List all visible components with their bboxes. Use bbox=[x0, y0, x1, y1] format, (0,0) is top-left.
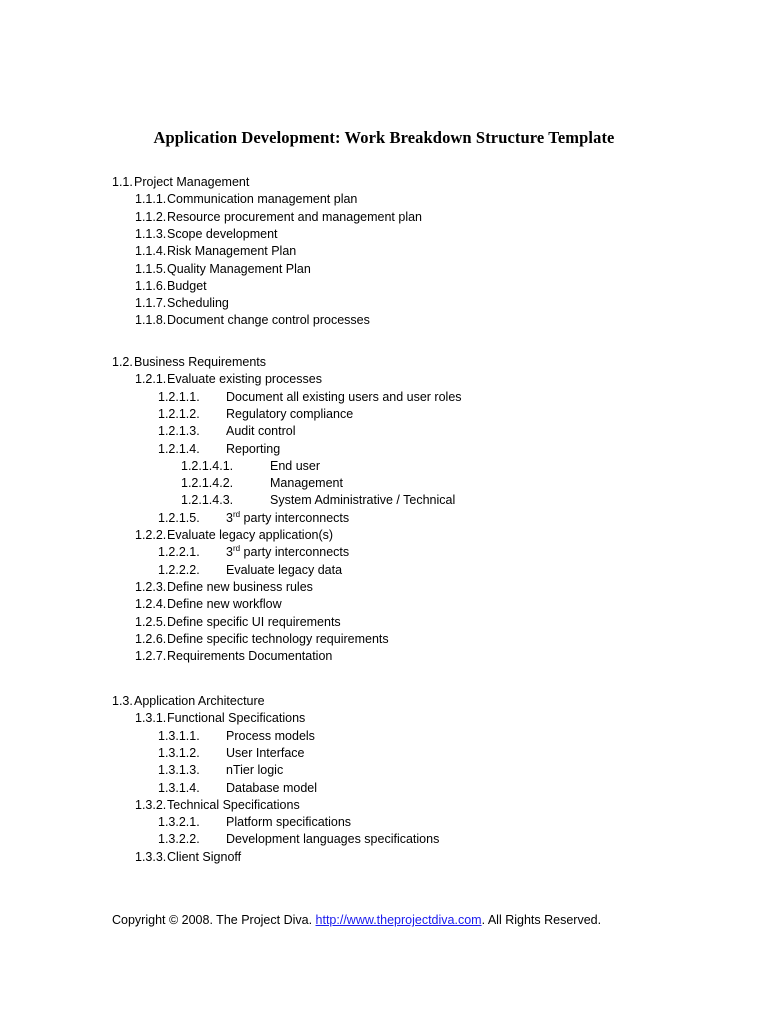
item-label: End user bbox=[270, 458, 321, 473]
item-number: 1.2.4. bbox=[135, 597, 167, 612]
item-label bbox=[226, 510, 349, 527]
item-label: Technical Specifications bbox=[167, 797, 300, 812]
item-number: 1.3.3. bbox=[135, 849, 167, 864]
item-label: Functional Specifications bbox=[167, 711, 306, 726]
item-number: 1.2.1.4.3. bbox=[181, 493, 234, 508]
item-number: 1.2.2. bbox=[135, 528, 167, 542]
item-label: Client Signoff bbox=[167, 849, 242, 864]
item-label: Audit control bbox=[226, 424, 296, 439]
item-number: 1.1.2. bbox=[135, 209, 167, 224]
item-number: 1.2.1.3. bbox=[158, 424, 200, 439]
item-number: 1.3.1.1. bbox=[158, 728, 200, 743]
item-number: 1.3.1.4. bbox=[158, 780, 200, 795]
item-label: Define new business rules bbox=[167, 579, 313, 594]
item-label: Regulatory compliance bbox=[226, 406, 354, 421]
item-number: 1.2.1.5. bbox=[158, 510, 200, 525]
ordinal-suffix: rd bbox=[232, 509, 241, 519]
item-label bbox=[226, 544, 349, 561]
item-number: 1.2.1.2. bbox=[158, 406, 200, 421]
item-number: 1.2.1.4.2. bbox=[181, 476, 234, 491]
item-number: 1.2.1.1. bbox=[158, 389, 200, 404]
item-number: 1.1.3. bbox=[135, 226, 167, 241]
item-label: Communication management plan bbox=[167, 192, 358, 207]
item-number: 1.3.2.1. bbox=[158, 815, 200, 830]
item-number: 1.2.7. bbox=[135, 649, 167, 664]
item-label: Document all existing users and user roles bbox=[226, 389, 462, 404]
item-label: Evaluate existing processes bbox=[167, 372, 322, 387]
item-number: 1.3.1.3. bbox=[158, 763, 200, 778]
item-label: Resource procurement and management plan bbox=[167, 209, 423, 224]
item-label: System Administrative / Technical bbox=[270, 493, 456, 508]
item-label: Project Management bbox=[134, 175, 250, 189]
item-label: Budget bbox=[167, 278, 207, 293]
item-label: Scope development bbox=[167, 226, 278, 241]
item-label: Document change control processes bbox=[167, 313, 370, 328]
item-label: Define specific technology requirements bbox=[167, 631, 389, 646]
item-label: Database model bbox=[226, 780, 318, 795]
item-label: Evaluate legacy application(s) bbox=[167, 528, 334, 542]
ordinal-number: 3 bbox=[226, 510, 233, 525]
item-label: Platform specifications bbox=[226, 815, 352, 830]
item-label: Reporting bbox=[226, 441, 281, 456]
footer-link[interactable]: http://www.theprojectdiva.com bbox=[315, 913, 482, 927]
item-label: Process models bbox=[226, 728, 315, 743]
item-number: 1.1.4. bbox=[135, 244, 167, 259]
ordinal-suffix: rd bbox=[232, 544, 241, 554]
item-number: 1.1.5. bbox=[135, 261, 167, 276]
footer-prefix: Copyright © 2008. The Project Diva. bbox=[112, 913, 316, 927]
label-rest: party interconnects bbox=[240, 510, 350, 525]
item-number: 1.2.6. bbox=[135, 631, 167, 646]
item-label: Development languages specifications bbox=[226, 832, 440, 847]
item-label: Application Architecture bbox=[134, 694, 265, 708]
item-number: 1.2.2.1. bbox=[158, 545, 200, 560]
item-number: 1.1. bbox=[112, 175, 133, 189]
item-label: Evaluate legacy data bbox=[226, 562, 343, 577]
footer-suffix: . All Rights Reserved. bbox=[481, 913, 602, 927]
item-number: 1.2.3. bbox=[135, 579, 167, 594]
copyright-footer bbox=[112, 913, 601, 927]
item-number: 1.2.1.4. bbox=[158, 441, 200, 456]
item-number: 1.3.2.2. bbox=[158, 832, 200, 847]
item-number: 1.2. bbox=[112, 355, 133, 369]
item-number: 1.2.2.2. bbox=[158, 562, 200, 577]
item-label: Management bbox=[270, 476, 343, 491]
item-number: 1.3.2. bbox=[135, 797, 167, 812]
item-number: 1.1.7. bbox=[135, 296, 167, 311]
item-label: Scheduling bbox=[167, 296, 229, 311]
item-label: Business Requirements bbox=[134, 355, 267, 369]
item-number: 1.1.8. bbox=[135, 313, 167, 328]
item-label: Define new workflow bbox=[167, 597, 282, 612]
item-number: 1.2.1. bbox=[135, 372, 167, 387]
document-title: Application Development: Work Breakdown Structure Template bbox=[153, 128, 615, 147]
item-label: User Interface bbox=[226, 745, 305, 760]
item-label: Risk Management Plan bbox=[167, 244, 297, 259]
item-number: 1.3.1.2. bbox=[158, 745, 200, 760]
item-label: Requirements Documentation bbox=[167, 649, 333, 664]
ordinal-number: 3 bbox=[226, 545, 233, 560]
item-number: 1.3.1. bbox=[135, 711, 167, 726]
item-number: 1.3. bbox=[112, 694, 133, 708]
item-label: nTier logic bbox=[226, 763, 284, 778]
label-rest: party interconnects bbox=[240, 545, 350, 560]
item-number: 1.1.6. bbox=[135, 278, 167, 293]
item-number: 1.2.1.4.1. bbox=[181, 458, 234, 473]
item-number: 1.1.1. bbox=[135, 192, 167, 207]
item-label: Define specific UI requirements bbox=[167, 614, 341, 629]
item-label: Quality Management Plan bbox=[167, 261, 311, 276]
item-number: 1.2.5. bbox=[135, 614, 167, 629]
